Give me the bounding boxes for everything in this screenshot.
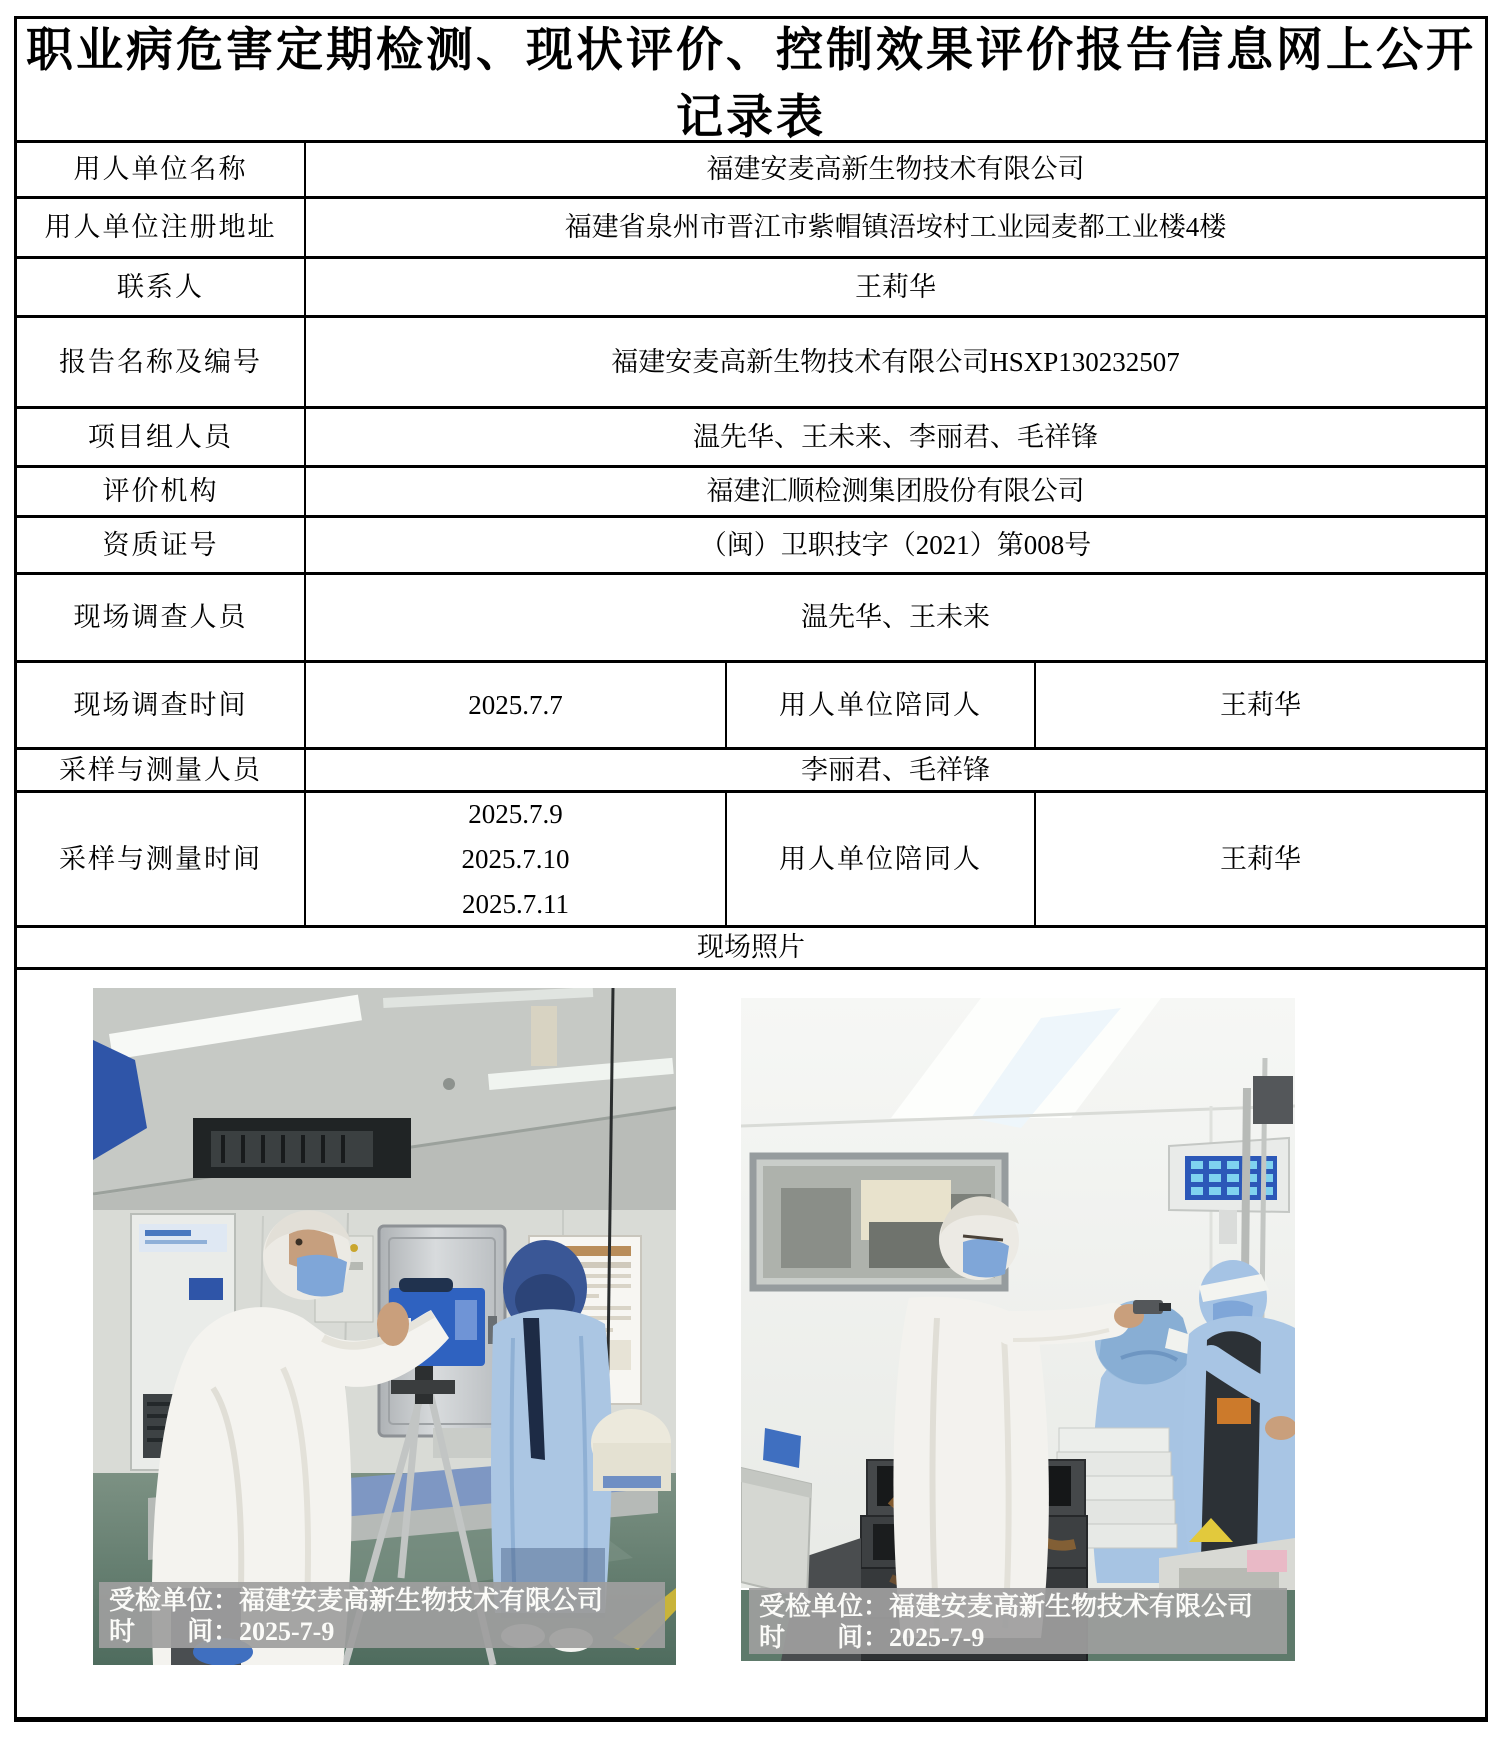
table-row [17,575,1485,663]
sampling-time-label: 采样与测量时间 [17,793,306,925]
employer-name-label: 用人单位名称 [17,143,306,196]
table-row [17,143,1485,199]
photo2-caption [749,1588,1287,1654]
employer-address-value: 福建省泉州市晋江市紫帽镇浯垵村工业园麦都工业楼4楼 [564,212,1227,243]
evaluation-agency-value: 福建汇顺检测集团股份有限公司 [706,476,1085,507]
survey-time-label: 现场调查时间 [17,663,306,747]
survey-companion-label: 用人单位陪同人 [727,663,1036,747]
qualification-no-label: 资质证号 [17,518,306,572]
page-title: 职业病危害定期检测、现状评价、控制效果评价报告信息网上公开记录表 [26,24,1476,144]
employer-name-value: 福建安麦高新生物技术有限公司 [706,154,1085,185]
table-row [17,518,1485,575]
table-row [17,468,1485,518]
face-mask [963,1239,1009,1278]
sampling-personnel-value: 李丽君、毛祥锋 [801,754,990,785]
table-row [17,259,1485,318]
sampling-date: 2025.7.11 [462,888,569,919]
caption-unit: 受检单位：福建安麦高新生物技术有限公司 [109,1586,604,1615]
table-row [17,318,1485,409]
caption-date: 时 间：2025-7-9 [109,1617,335,1646]
photos-header-row [17,928,1485,970]
face-mask [297,1255,347,1297]
sampling-date: 2025.7.9 [468,798,563,829]
survey-time-row [17,663,1485,750]
hand [377,1302,409,1346]
qualification-no-value: （闽）卫职技字（2021）第008号 [699,529,1092,560]
survey-companion-value: 王莉华 [1220,689,1301,720]
contact-person-value: 王莉华 [855,271,936,302]
site-investigators-label: 现场调查人员 [17,575,306,660]
title-row [17,19,1485,143]
survey-time-value: 2025.7.7 [306,663,727,747]
report-name-label: 报告名称及编号 [17,318,306,406]
apron-patch [1217,1398,1251,1424]
photo1-ceiling [93,988,676,1213]
photos-header: 现场照片 [697,932,805,963]
contact-person-label: 联系人 [17,259,306,315]
sampling-companion-value: 王莉华 [1220,843,1301,874]
sampling-personnel-row [17,750,1485,793]
ceiling-drop [531,1006,557,1066]
record-table [14,16,1488,1722]
sampling-time-values [306,793,727,925]
sampling-personnel-label: 采样与测量人员 [17,750,306,790]
site-photo-2 [741,998,1295,1661]
photos-row [17,970,1485,1717]
air-vent [193,1118,411,1178]
site-investigators-value: 温先华、王未来 [801,602,990,633]
caption-unit: 受检单位：福建安麦高新生物技术有限公司 [759,1592,1254,1621]
site-photo-1 [93,988,676,1665]
table-row [17,409,1485,468]
ceiling-camera [443,1078,455,1090]
caption-date: 时 间：2025-7-9 [759,1623,985,1652]
report-name-value: 福建安麦高新生物技术有限公司HSXP130232507 [611,346,1180,377]
project-team-value: 温先华、王未来、李丽君、毛祥锋 [693,421,1098,452]
table-row [17,199,1485,259]
sampling-companion-label: 用人单位陪同人 [727,793,1036,925]
employer-address-label: 用人单位注册地址 [17,199,306,256]
photo1-caption [99,1582,665,1648]
sampling-time-row [17,793,1485,928]
sampling-date: 2025.7.10 [461,843,570,874]
project-team-label: 项目组人员 [17,409,306,465]
evaluation-agency-label: 评价机构 [17,468,306,515]
